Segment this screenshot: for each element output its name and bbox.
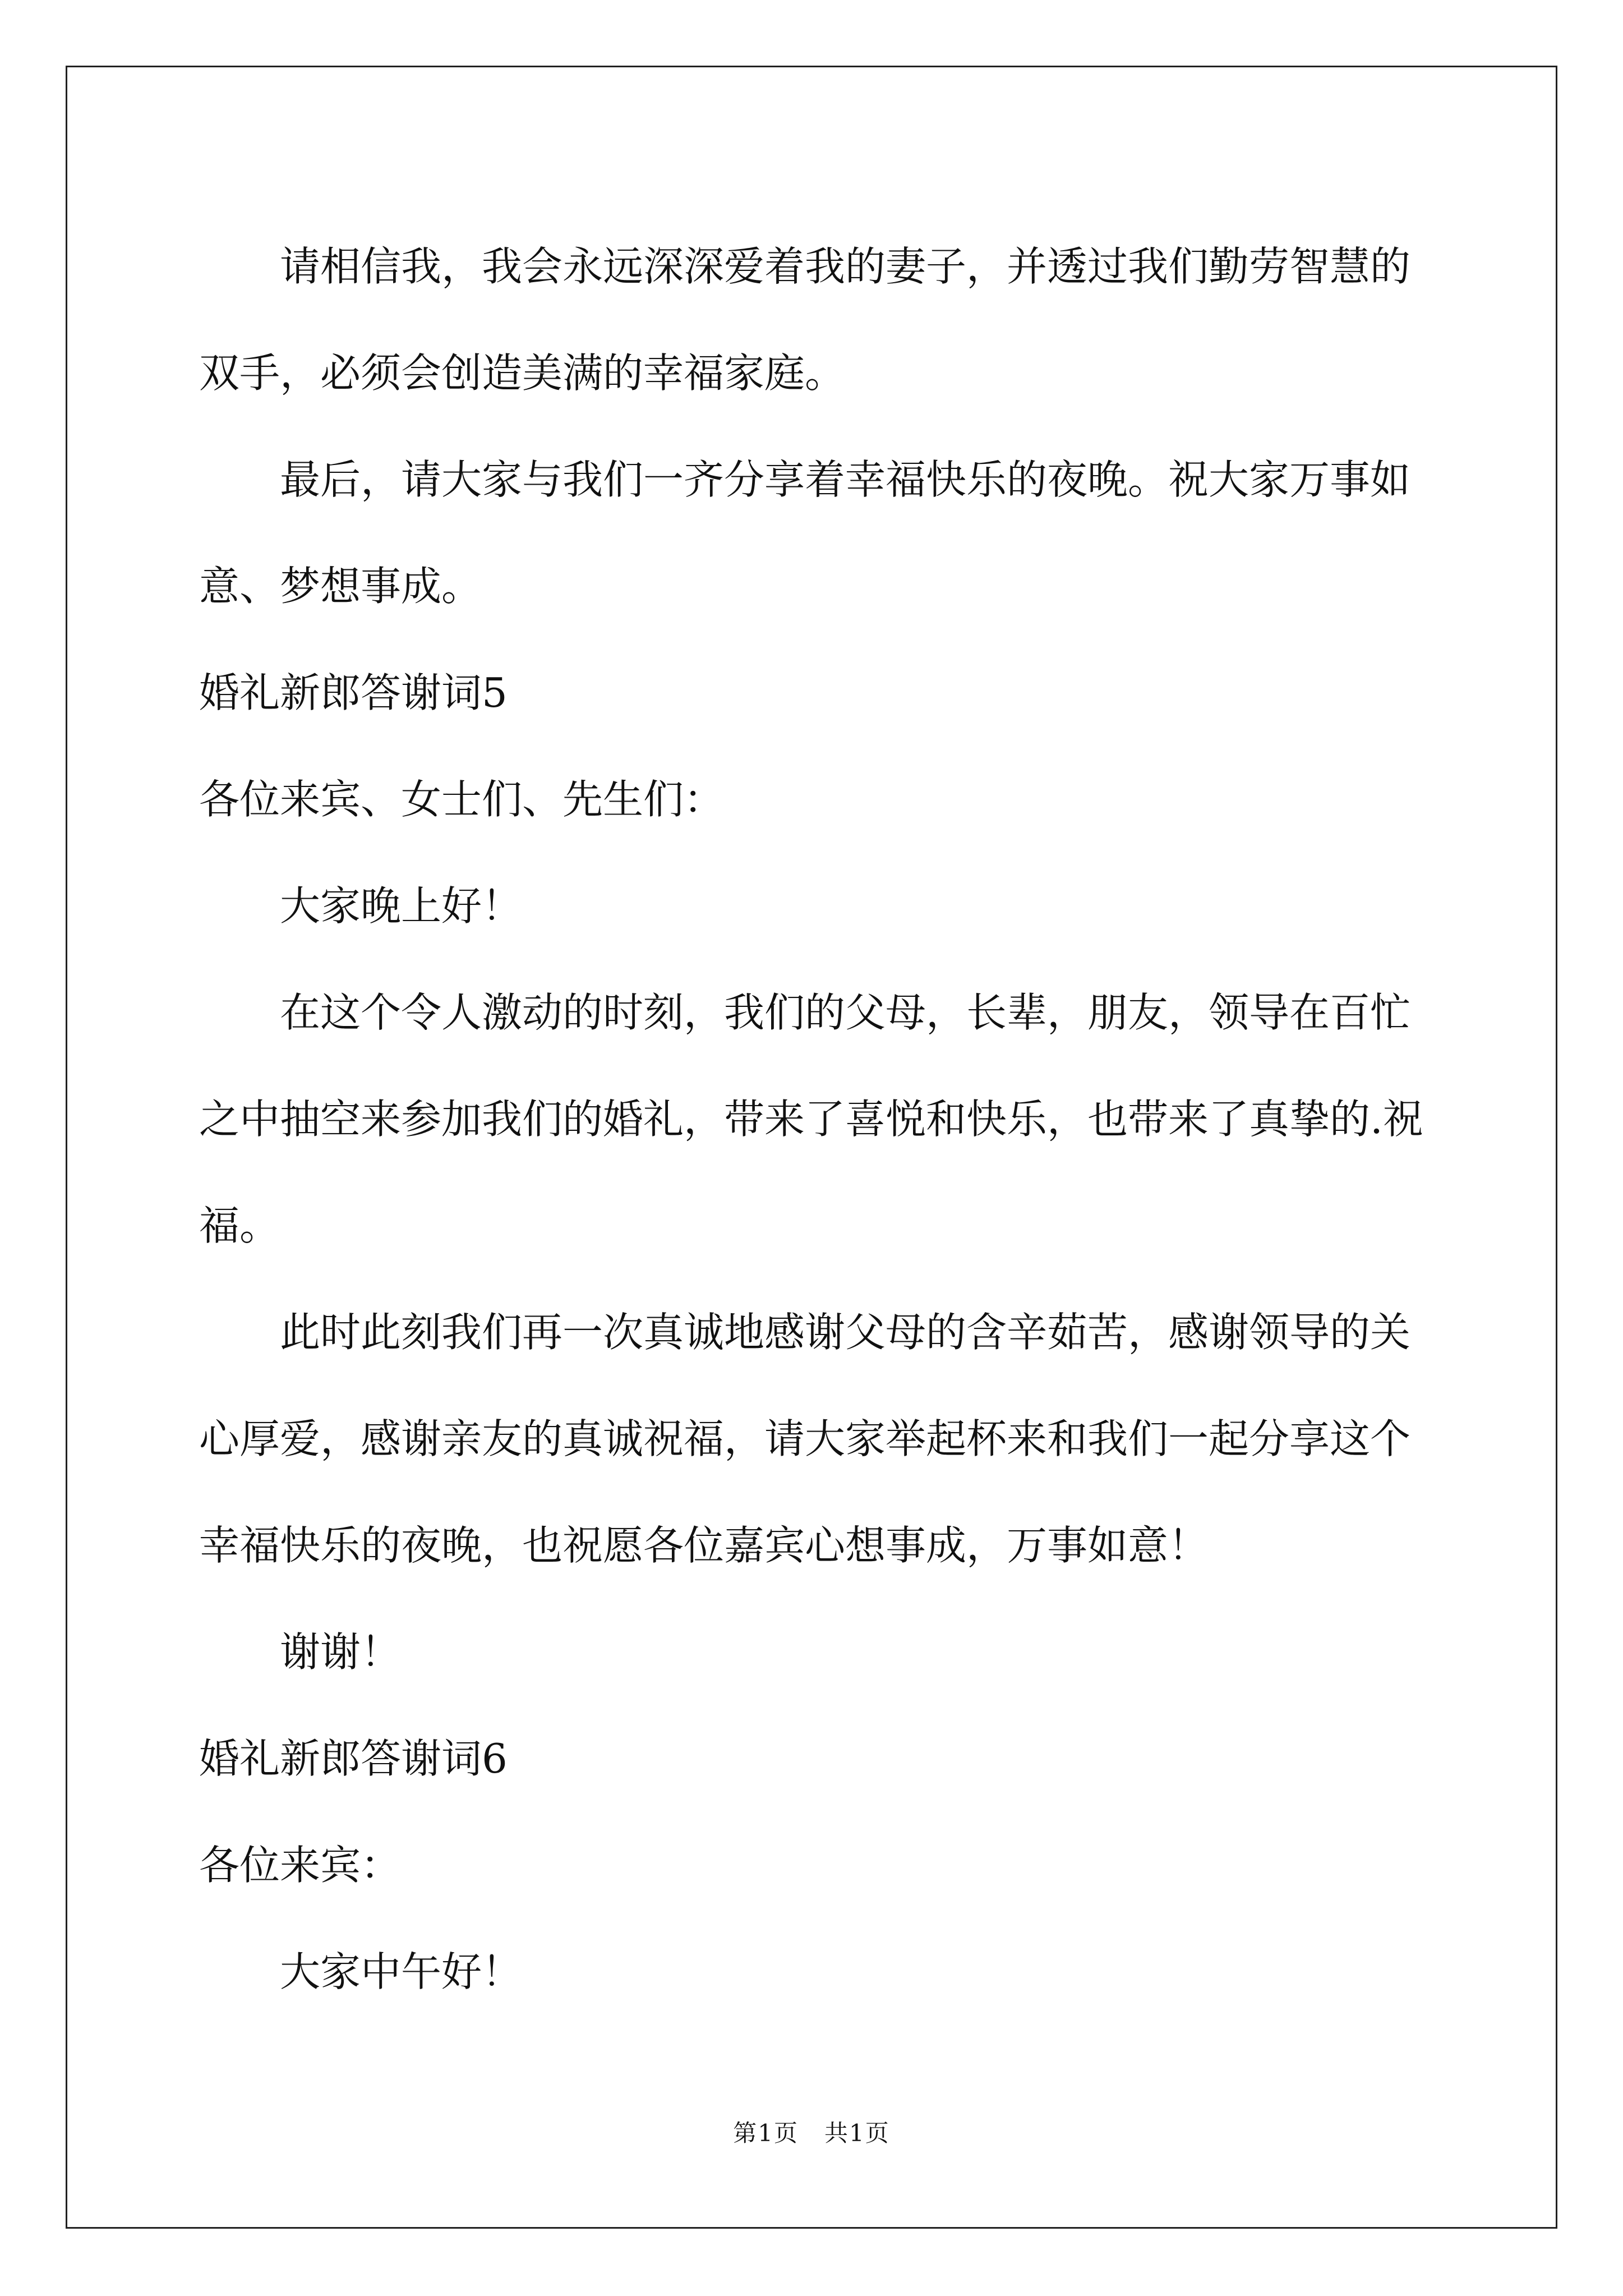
- paragraph: 最后，请大家与我们一齐分享着幸福快乐的夜晚。祝大家万事如意、梦想事成。: [199, 456, 1411, 610]
- paragraph: 此时此刻我们再一次真诚地感谢父母的含辛茹苦，感谢领导的关心厚爱，感谢亲友的真诚祝福，请大家举起杯来和我们一起分享这个幸福快乐的夜晚，也祝愿各位嘉宾心想事成，万事如意！: [199, 1309, 1411, 1569]
- section-heading: 婚礼新郎答谢词5: [199, 669, 508, 716]
- paragraph: 在这个令人激动的时刻，我们的父母，长辈，朋友，领导在百忙之中抽空来参加我们的婚礼，带来了喜悦和快乐，也带来了真挚的.祝福。: [199, 989, 1423, 1249]
- page-number: 第1页 共1页: [733, 2119, 890, 2147]
- document-body: [199, 213, 1433, 2025]
- closing: 谢谢！: [280, 1628, 402, 1676]
- greeting: 大家晚上好！: [280, 882, 523, 930]
- salutation: 各位来宾：: [199, 1842, 402, 1889]
- salutation: 各位来宾、女士们、先生们：: [199, 776, 725, 823]
- section-heading: 婚礼新郎答谢词6: [199, 1735, 508, 1782]
- paragraph: 请相信我，我会永远深深爱着我的妻子，并透过我们勤劳智慧的双手，必须会创造美满的幸福家庭。: [199, 243, 1411, 397]
- greeting: 大家中午好！: [280, 1948, 523, 1995]
- page-footer: [0, 2115, 1623, 2148]
